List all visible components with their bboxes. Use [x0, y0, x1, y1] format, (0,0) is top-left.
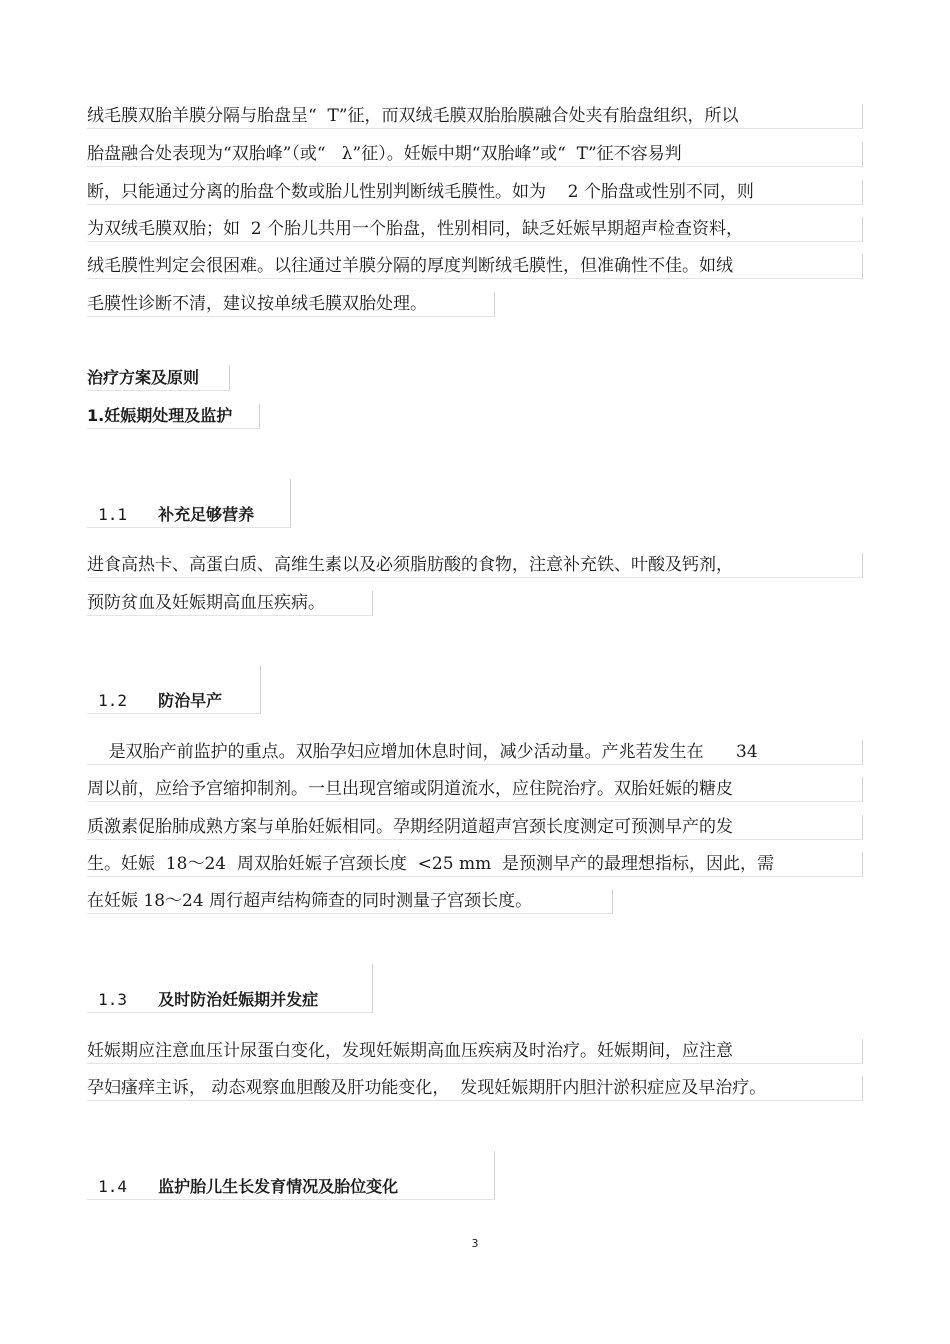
- page-number: 3: [471, 1237, 479, 1250]
- text-line: 进食高热卡、高蛋白质、高维生素以及必须脂肪酸的食物，注意补充铁、叶酸及钙剂，: [87, 553, 863, 578]
- text-line: 毛膜性诊断不清，建议按单绒毛膜双胎处理。: [87, 292, 495, 317]
- text-line: 孕妇瘙痒主诉， 动态观察血胆酸及肝功能变化， 发现妊娠期肝内胆汁淤积症应及早治疗。: [87, 1076, 863, 1101]
- heading-number: 1.4: [98, 1177, 128, 1196]
- text-line: 是双胎产前监护的重点。双胎孕妇应增加休息时间，减少活动量。产兆若发生在 34: [87, 740, 863, 765]
- heading-number: 1.3: [98, 990, 128, 1009]
- text-line: 质激素促胎肺成熟方案与单胎妊娠相同。孕期经阴道超声宫颈长度测定可预测早产的发: [87, 815, 863, 840]
- heading-text: 防治早产: [158, 691, 223, 710]
- subsection-heading: [87, 479, 291, 528]
- text-line: 胎盘融合处表现为“双胎峰”（或“ λ”征）。妊娠中期“双胎峰”或“ T”征不容易判: [87, 142, 863, 167]
- section-title: 治疗方案及原则: [87, 366, 230, 391]
- heading-number: 1.2: [98, 691, 128, 710]
- text-line: 绒毛膜双胎羊膜分隔与胎盘呈“ T”征，而双绒毛膜双胎胎膜融合处夹有胎盘组织，所以: [87, 104, 863, 129]
- text-line: 在妊娠 18～24 周行超声结构筛查的同时测量子宫颈长度。: [87, 889, 613, 914]
- heading-text: 及时防治妊娠期并发症: [158, 990, 319, 1009]
- text-line: 绒毛膜性判定会很困难。以往通过羊膜分隔的厚度判断绒毛膜性，但准确性不佳。如绒: [87, 254, 863, 279]
- heading-number: 1.1: [98, 505, 128, 524]
- text-line: 断，只能通过分离的胎盘个数或胎儿性别判断绒毛膜性。如为 2 个胎盘或性别不同，则: [87, 180, 863, 205]
- heading-text: 监护胎儿生长发育情况及胎位变化: [158, 1177, 399, 1196]
- subsection-heading: [87, 665, 261, 714]
- text-line: 生。妊娠 18～24 周双胎妊娠子宫颈长度 <25 mm 是预测早产的最理想指标，因此，需: [87, 852, 863, 877]
- text-line: 妊娠期应注意血压计尿蛋白变化，发现妊娠期高血压疾病及时治疗。妊娠期间，应注意: [87, 1039, 863, 1064]
- subsection-heading: [87, 964, 373, 1013]
- text-line: 为双绒毛膜双胎；如 2 个胎儿共用一个胎盘，性别相同，缺乏妊娠早期超声检查资料，: [87, 217, 863, 242]
- text-line: 周以前，应给予宫缩抑制剂。一旦出现宫缩或阴道流水，应住院治疗。双胎妊娠的糖皮: [87, 777, 863, 802]
- subsection-title: 1.妊娠期处理及监护: [87, 404, 260, 429]
- text-line: 预防贫血及妊娠期高血压疾病。: [87, 591, 373, 616]
- heading-text: 补充足够营养: [158, 505, 255, 524]
- subsection-heading: [87, 1151, 495, 1200]
